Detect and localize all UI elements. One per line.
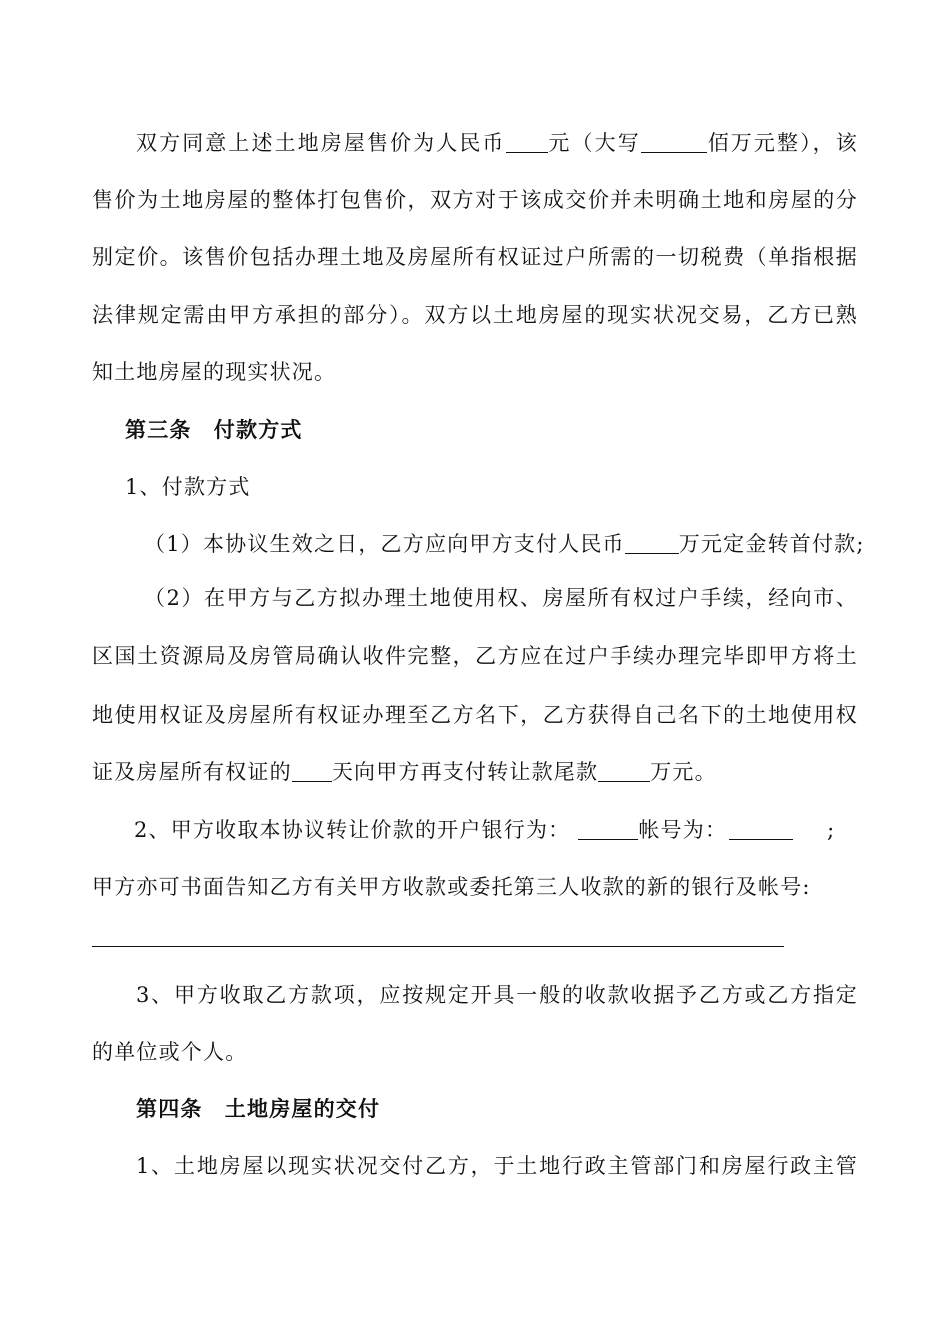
payment-sub-2-line-4-c: 万元。 <box>650 760 717 784</box>
account-number-blank <box>729 818 793 840</box>
payment-sub-2-line-4 <box>92 757 717 787</box>
payment-sub-2-line-3: 地使用权证及房屋所有权证办理至乙方名下，乙方获得自己名下的土地使用权 <box>92 703 858 727</box>
final-payment-blank <box>598 760 650 782</box>
bank-text-a: 2、甲方收取本协议转让价款的开户银行为： <box>134 818 571 842</box>
payment-method-title: 1、付款方式 <box>125 475 251 499</box>
bank-text-c: ; <box>827 818 836 842</box>
article-3-heading: 第三条 付款方式 <box>125 417 303 442</box>
price-text-a: 双方同意上述土地房屋售价为人民币 <box>136 131 506 155</box>
price-text-c: 佰万元整），该 <box>706 131 858 155</box>
price-paragraph-line-5: 知土地房屋的现实状况。 <box>92 360 337 384</box>
deposit-amount-blank <box>625 532 679 554</box>
receipt-line-2: 的单位或个人。 <box>92 1040 248 1064</box>
price-amount-blank <box>506 131 548 153</box>
payment-sub-1-text-b: 万元定金转首付款; <box>678 532 865 556</box>
payment-sub-2-line-1: （2）在甲方与乙方拟办理土地使用权、房屋所有权过户手续，经向市、 <box>144 586 858 610</box>
price-paragraph-line-2: 售价为土地房屋的整体打包售价，双方对于该成交价并未明确土地和房屋的分 <box>92 188 858 212</box>
payment-sub-1-text-a: （1）本协议生效之日，乙方应向甲方支付人民币 <box>144 532 625 556</box>
bank-details-blank-line <box>92 946 784 947</box>
bank-account-line-1 <box>134 815 835 845</box>
payment-sub-2-line-2: 区国土资源局及房管局确认收件完整，乙方应在过户手续办理完毕即甲方将土 <box>92 644 858 668</box>
payment-sub-2-line-4-a: 证及房屋所有权证的 <box>92 760 292 784</box>
receipt-line-1: 3、甲方收取乙方款项，应按规定开具一般的收款收据予乙方或乙方指定 <box>136 983 858 1007</box>
price-paragraph-line-1 <box>92 128 858 158</box>
bank-name-blank <box>578 818 638 840</box>
article-4-heading: 第四条 土地房屋的交付 <box>136 1096 381 1121</box>
price-uppercase-blank <box>641 131 707 153</box>
bank-text-b: 帐号为： <box>638 818 728 842</box>
price-paragraph-line-3: 别定价。该售价包括办理土地及房屋所有权证过户所需的一切税费（单指根据 <box>92 245 858 269</box>
price-text-b: 元（大写 <box>547 131 641 155</box>
price-paragraph-line-4: 法律规定需由甲方承担的部分）。双方以土地房屋的现实状况交易，乙方已熟 <box>92 303 858 327</box>
delivery-line-1: 1、土地房屋以现实状况交付乙方，于土地行政主管部门和房屋行政主管 <box>136 1154 858 1178</box>
days-blank <box>292 760 332 782</box>
bank-account-line-2: 甲方亦可书面告知乙方有关甲方收款或委托第三人收款的新的银行及帐号: <box>92 875 811 899</box>
payment-sub-2-line-4-b: 天向甲方再支付转让款尾款 <box>331 760 599 784</box>
payment-sub-1 <box>144 529 865 559</box>
